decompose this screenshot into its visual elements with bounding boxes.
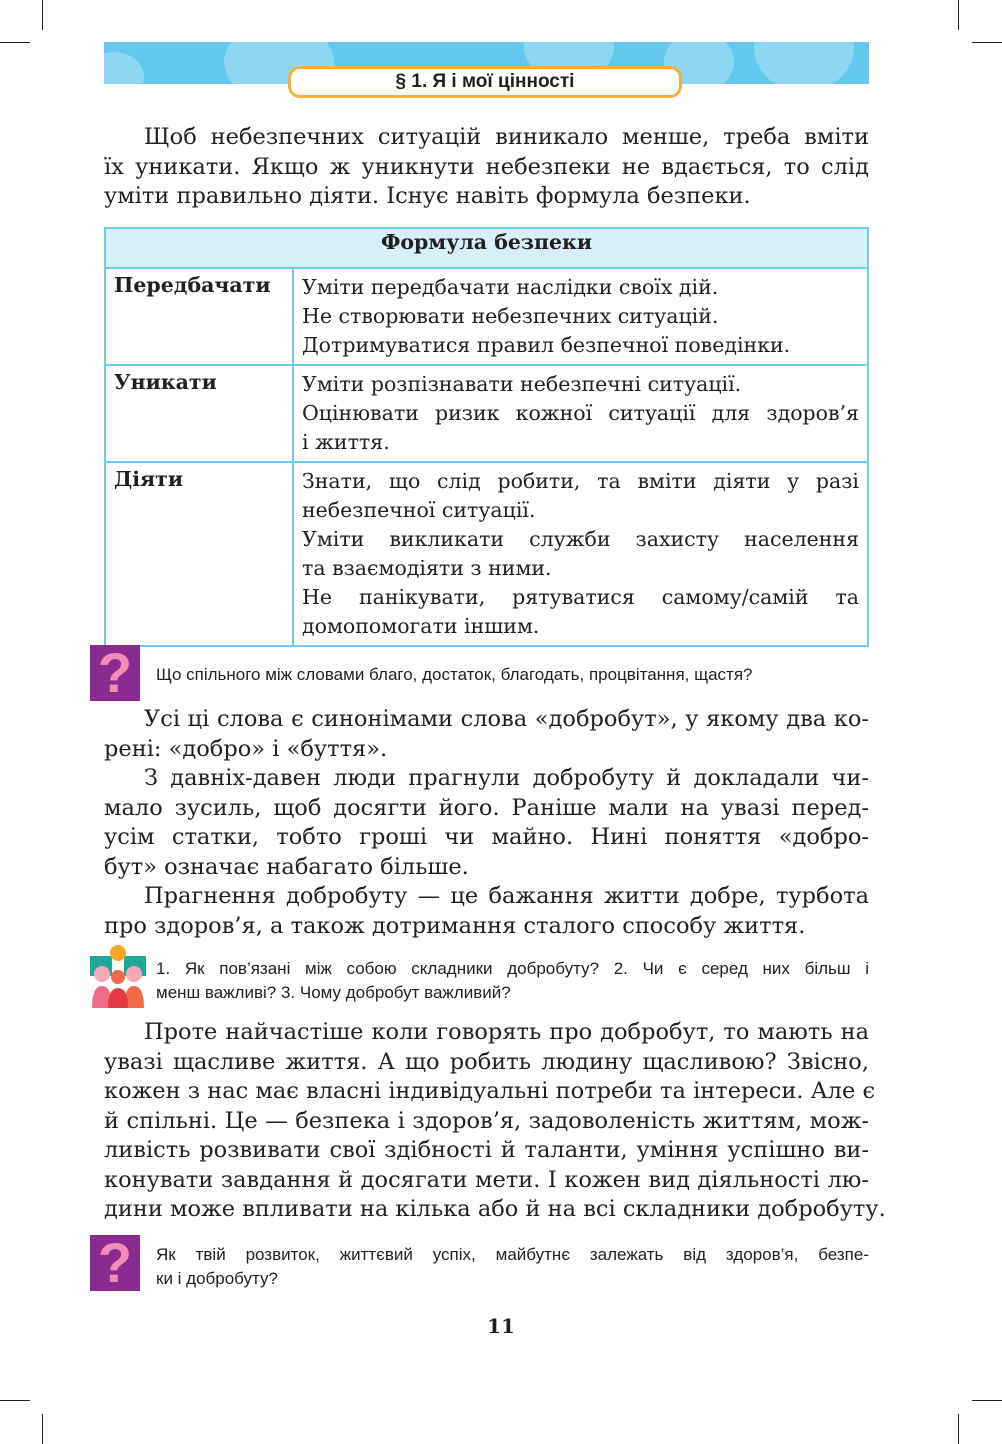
term-cell: Діяти — [105, 462, 293, 646]
crop-mark — [42, 1414, 43, 1444]
question-icon: ? — [90, 645, 140, 701]
term-cell: Передбачати — [105, 268, 293, 365]
question-text: Що спільного між словами благо, достаток, благодать, процвітання, щастя? — [156, 665, 753, 684]
page-number: 11 — [487, 1314, 515, 1338]
description-cell: Знати, що слід робити, та вміти діяти у разі небезпечної ситуації. Уміти викликати служби захисту населення та взаємодіяти з ними. Не панікувати, рятуватися самому/самій та домопомогати іншим. — [293, 462, 868, 646]
safety-formula-table — [104, 227, 869, 647]
group-work-icon — [90, 944, 146, 1008]
paragraph: З давніх-давен люди прагнули добробуту й докладали чи- мало зусиль, щоб досягти його. Раніше мали на увазі перед- усім статки, тобто гроші чи майно. Нині поняття «добро- бут» означає набагато більше. — [104, 765, 869, 880]
table-row — [105, 462, 868, 646]
crop-mark — [972, 42, 1002, 43]
description-cell: Уміти розпізнавати небезпечні ситуації. Оцінювати ризик кожної ситуації для здоров’я і життя. — [293, 365, 868, 462]
crop-mark — [972, 1400, 1002, 1401]
crop-mark — [958, 1414, 959, 1444]
table-header-row — [105, 228, 868, 268]
paragraph: Проте найчастіше коли говорять про добробут, то мають на увазі щасливе життя. А що робить людину щасливою? Звісно, кожен з нас має власні індивідуальні потреби та інтереси. Але є й спільні. Це — безпека і здоров’я, задоволеність життям, мож- ливість розвивати свої здібності й таланти, уміння успішно ви- конувати завдання й досягати мети. І кожен вид діяльності лю- дини може впливати на кілька або й на всі складники добробуту. — [104, 1019, 886, 1222]
crop-mark — [958, 0, 959, 30]
question-text: Як твій розвиток, життєвий успіх, майбутнє залежать від здоров’я, безпе- ки і добробуту? — [156, 1245, 869, 1288]
question-icon: ? — [90, 1235, 140, 1291]
crop-mark — [0, 42, 30, 43]
section-title: § 1. Я і мої цінності — [288, 66, 682, 98]
table-row — [105, 268, 868, 365]
crop-mark — [42, 0, 43, 30]
banner-bubble — [754, 42, 854, 84]
crop-mark — [0, 1400, 30, 1401]
paragraph: Прагнення добробуту — це бажання житти добре, турбота про здоров’я, а також дотримання сталого способу життя. — [104, 883, 869, 939]
table-row — [105, 365, 868, 462]
group-task-text: 1. Як пов’язані між собою складники добробуту? 2. Чи є серед них більш і менш важливі? 3. Чому добробут важливий? — [156, 959, 869, 1002]
banner-bubble — [104, 52, 144, 84]
term-cell: Уникати — [105, 365, 293, 462]
paragraph: Усі ці слова є синонімами слова «добробут», у якому два ко- рені: «добро» і «буття». — [104, 706, 869, 762]
intro-paragraph: Щоб небезпечних ситуацій виникало менше, треба вміти їх уникати. Якщо ж уникнути небезпеки не вдається, то слід уміти правильно діяти. Існує навіть формула безпеки. — [104, 124, 869, 209]
description-cell: Уміти передбачати наслідки своїх дій. Не створювати небезпечних ситуацій. Дотримуватися правил безпечної поведінки. — [293, 268, 868, 365]
table-title: Формула безпеки — [105, 228, 868, 268]
